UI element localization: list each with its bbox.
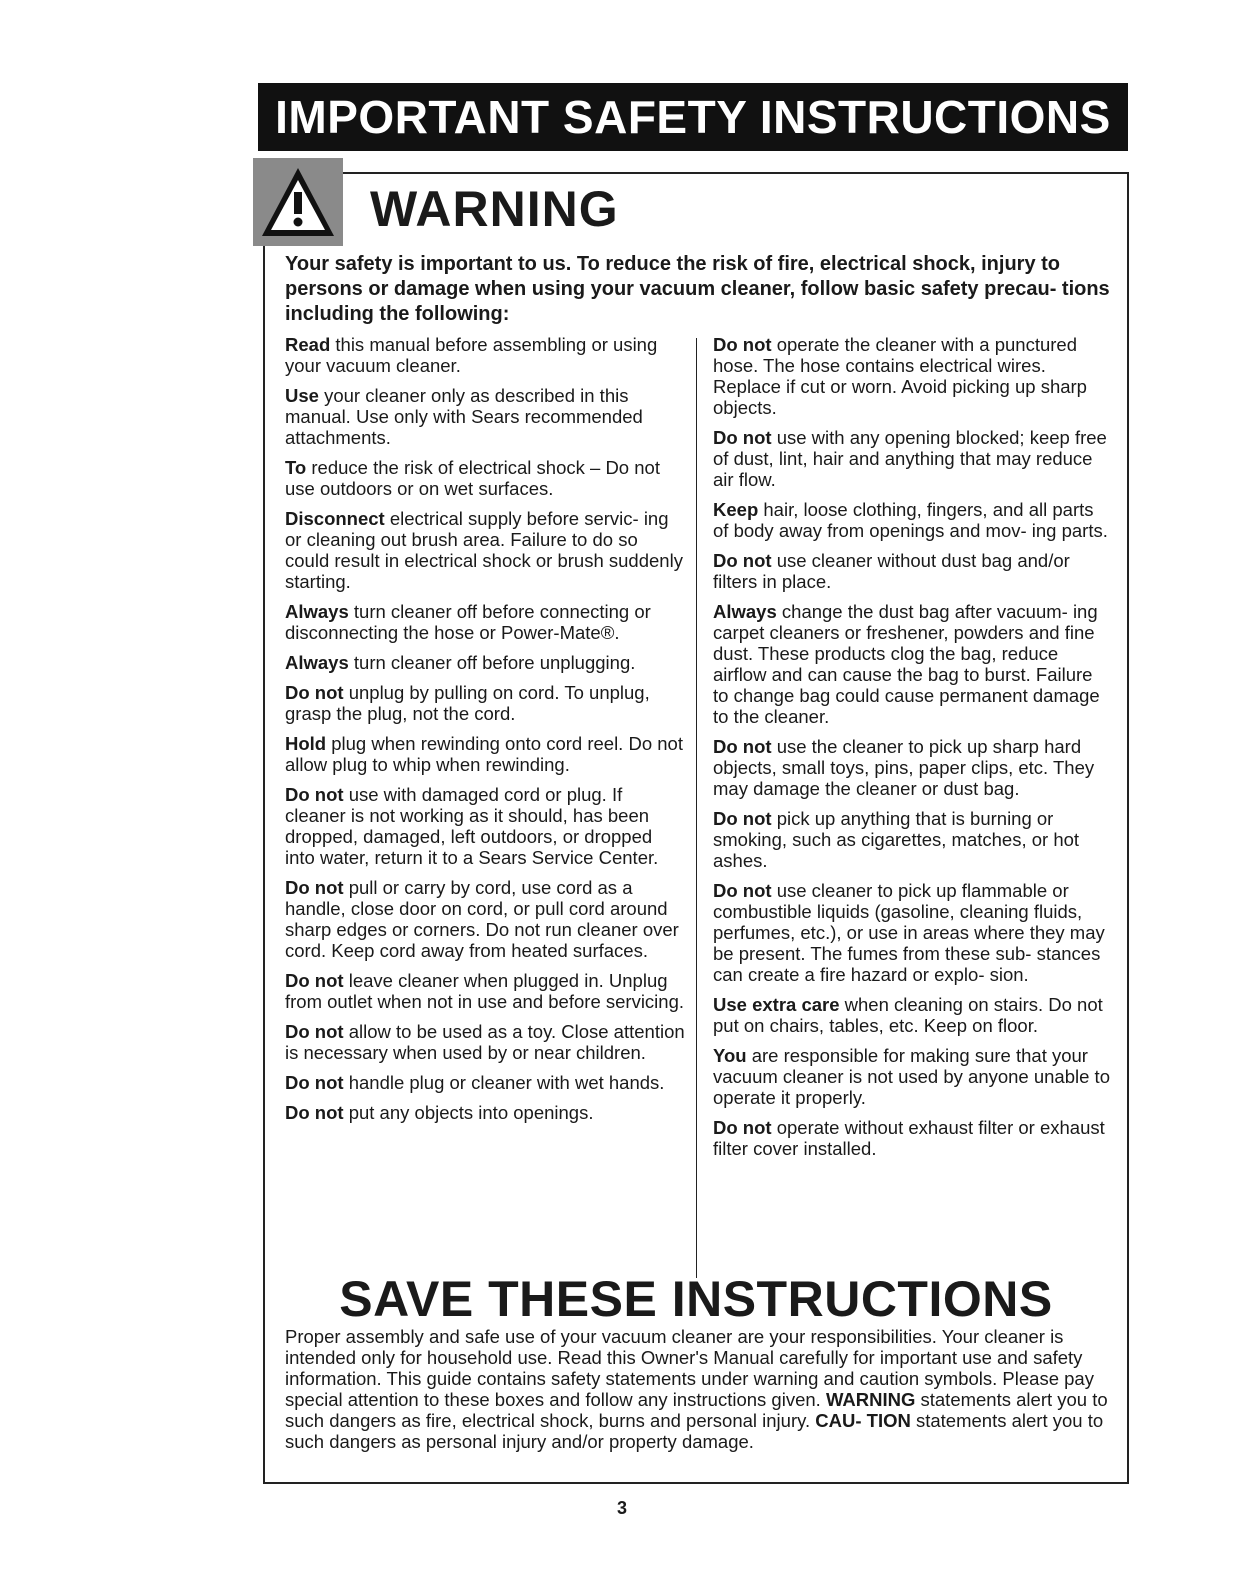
instruction-text: electrical supply before servic- ing or cleaning out brush area. Failure to do so could result in electrical shock or brush suddenly starting. [285, 508, 683, 592]
column-divider [696, 338, 697, 1278]
instruction-lead: Read [285, 334, 331, 355]
save-instructions-heading: SAVE THESE INSTRUCTIONS [339, 1271, 1053, 1327]
instruction-item [713, 880, 1113, 985]
footer-warning: WARNING [825, 1389, 916, 1410]
instruction-item [713, 601, 1113, 727]
instruction-item [285, 334, 685, 376]
footer-text [285, 1326, 1115, 1452]
instruction-text: operate without exhaust filter or exhaust filter cover installed. [713, 1117, 1105, 1159]
instruction-lead: Always [285, 601, 349, 622]
instruction-item [713, 499, 1113, 541]
instruction-text: this manual before assembling or using your vacuum cleaner. [285, 334, 658, 376]
instruction-text: use the cleaner to pick up sharp hard objects, small toys, pins, paper clips, etc. They may damage the cleaner or dust bag. [713, 736, 1095, 799]
instruction-item [285, 1021, 685, 1063]
instruction-lead: Always [285, 652, 349, 673]
instruction-item [285, 652, 685, 673]
instruction-item [285, 877, 685, 961]
instruction-lead: Do not [285, 1021, 344, 1042]
warning-triangle-icon [253, 158, 343, 246]
instruction-lead: Do not [713, 334, 772, 355]
instruction-text: change the dust bag after vacuum- ing carpet cleaners or freshener, powders and fine dust. These products clog the bag, reduce airflow and can cause the bag to burst. Failure to change bag could cause permanent damage to the cleaner. [713, 601, 1100, 727]
instruction-item [285, 457, 685, 499]
instruction-item [713, 427, 1113, 490]
instruction-text: hair, loose clothing, fingers, and all parts of body away from openings and mov- ing parts. [713, 499, 1108, 541]
instruction-text: reduce the risk of electrical shock – Do not use outdoors or on wet surfaces. [285, 457, 660, 499]
instruction-lead: Do not [713, 880, 772, 901]
instruction-text: use cleaner without dust bag and/or filters in place. [713, 550, 1070, 592]
instruction-text: your cleaner only as described in this manual. Use only with Sears recommended attachments. [285, 385, 643, 448]
footer-caution: CAU- TION [815, 1410, 911, 1431]
footer-part-3: statements alert you to such dangers as personal injury and/or property damage. [285, 1410, 1104, 1452]
instruction-item [713, 1045, 1113, 1108]
instruction-lead: Do not [285, 970, 344, 991]
instruction-text: pick up anything that is burning or smoking, such as cigarettes, matches, or hot ashes. [713, 808, 1080, 871]
instruction-item [713, 736, 1113, 799]
instruction-text: are responsible for making sure that your vacuum cleaner is not used by anyone unable to operate it properly. [713, 1045, 1110, 1108]
instruction-lead: Do not [713, 427, 772, 448]
instruction-text: turn cleaner off before connecting or disconnecting the hose or Power-Mate®. [285, 601, 651, 643]
instruction-lead: Do not [713, 1117, 772, 1138]
instruction-text: pull or carry by cord, use cord as a handle, close door on cord, or pull cord around sharp edges or corners. Do not run cleaner over cord. Keep cord away from heated surfaces. [285, 877, 679, 961]
instruction-text: operate the cleaner with a punctured hose. The hose contains electrical wires. Replace if cut or worn. Avoid picking up sharp objects. [713, 334, 1087, 418]
instruction-item [713, 808, 1113, 871]
instruction-item [713, 994, 1113, 1036]
right-column [713, 334, 1113, 1168]
instruction-text: put any objects into openings. [343, 1102, 594, 1123]
instruction-lead: Do not [713, 808, 772, 829]
instruction-item [713, 1117, 1113, 1159]
instruction-lead: Disconnect [285, 508, 385, 529]
instruction-lead: Keep [713, 499, 759, 520]
instruction-item [285, 970, 685, 1012]
instruction-lead: You [713, 1045, 747, 1066]
instruction-lead: Do not [285, 784, 344, 805]
instruction-item [285, 682, 685, 724]
instruction-lead: Do not [285, 1072, 344, 1093]
instruction-text: use with damaged cord or plug. If cleaner is not working as it should, has been dropped, damaged, left outdoors, or dropped into water, return it to a Sears Service Center. [285, 784, 659, 868]
instruction-lead: To [285, 457, 307, 478]
instruction-text: allow to be used as a toy. Close attention is necessary when used by or near children. [285, 1021, 685, 1063]
instruction-item [285, 508, 685, 592]
footer-part-2: statements alert you to such dangers as fire, electrical shock, burns and personal injury. [285, 1389, 1108, 1431]
instruction-item [285, 733, 685, 775]
instruction-text: plug when rewinding onto cord reel. Do not allow plug to whip when rewinding. [285, 733, 683, 775]
instruction-text: use with any opening blocked; keep free of dust, lint, hair and anything that may reduce air flow. [713, 427, 1107, 490]
instruction-item [285, 601, 685, 643]
instruction-lead: Use [285, 385, 319, 406]
instruction-item [285, 1102, 685, 1123]
instruction-text: unplug by pulling on cord. To unplug, grasp the plug, not the cord. [285, 682, 650, 724]
instruction-text: leave cleaner when plugged in. Unplug from outlet when not in use and before servicing. [285, 970, 685, 1012]
instruction-item [713, 334, 1113, 418]
instruction-text: use cleaner to pick up flammable or combustible liquids (gasoline, cleaning fluids, perfumes, etc.), or use in areas where they may be present. The fumes from these sub- stances can create a fire hazard or explo- sion. [713, 880, 1105, 985]
footer-part-1: Proper assembly and safe use of your vacuum cleaner are your responsibilities. Your cleaner is intended only for household use. Read this Owner's Manual carefully for important use and safety information. This guide contains safety statements under warning and caution symbols. Please pay special attention to these boxes and follow any instructions given. [285, 1326, 1094, 1410]
instruction-item [285, 1072, 685, 1093]
instruction-text: handle plug or cleaner with wet hands. [343, 1072, 665, 1093]
instruction-lead: Do not [713, 550, 772, 571]
instruction-text: turn cleaner off before unplugging. [348, 652, 636, 673]
instruction-lead: Do not [285, 1102, 344, 1123]
left-column [285, 334, 685, 1132]
instruction-item [285, 385, 685, 448]
instruction-lead: Do not [285, 877, 344, 898]
instruction-text: when cleaning on stairs. Do not put on chairs, tables, etc. Keep on floor. [713, 994, 1103, 1036]
instruction-lead: Hold [285, 733, 327, 754]
page-banner: IMPORTANT SAFETY INSTRUCTIONS [258, 83, 1128, 151]
instruction-item [713, 550, 1113, 592]
instruction-lead: Always [713, 601, 777, 622]
instruction-item [285, 784, 685, 868]
instruction-lead: Do not [285, 682, 344, 703]
instruction-lead: Do not [713, 736, 772, 757]
page-number: 3 [616, 1498, 627, 1518]
intro-text: Your safety is important to us. To reduce the risk of fire, electrical shock, injury to persons or damage when using your vacuum cleaner, follow basic safety precau- tions including the following: [285, 253, 1110, 325]
warning-title: WARNING [370, 181, 619, 237]
instruction-lead: Use extra care [713, 994, 840, 1015]
